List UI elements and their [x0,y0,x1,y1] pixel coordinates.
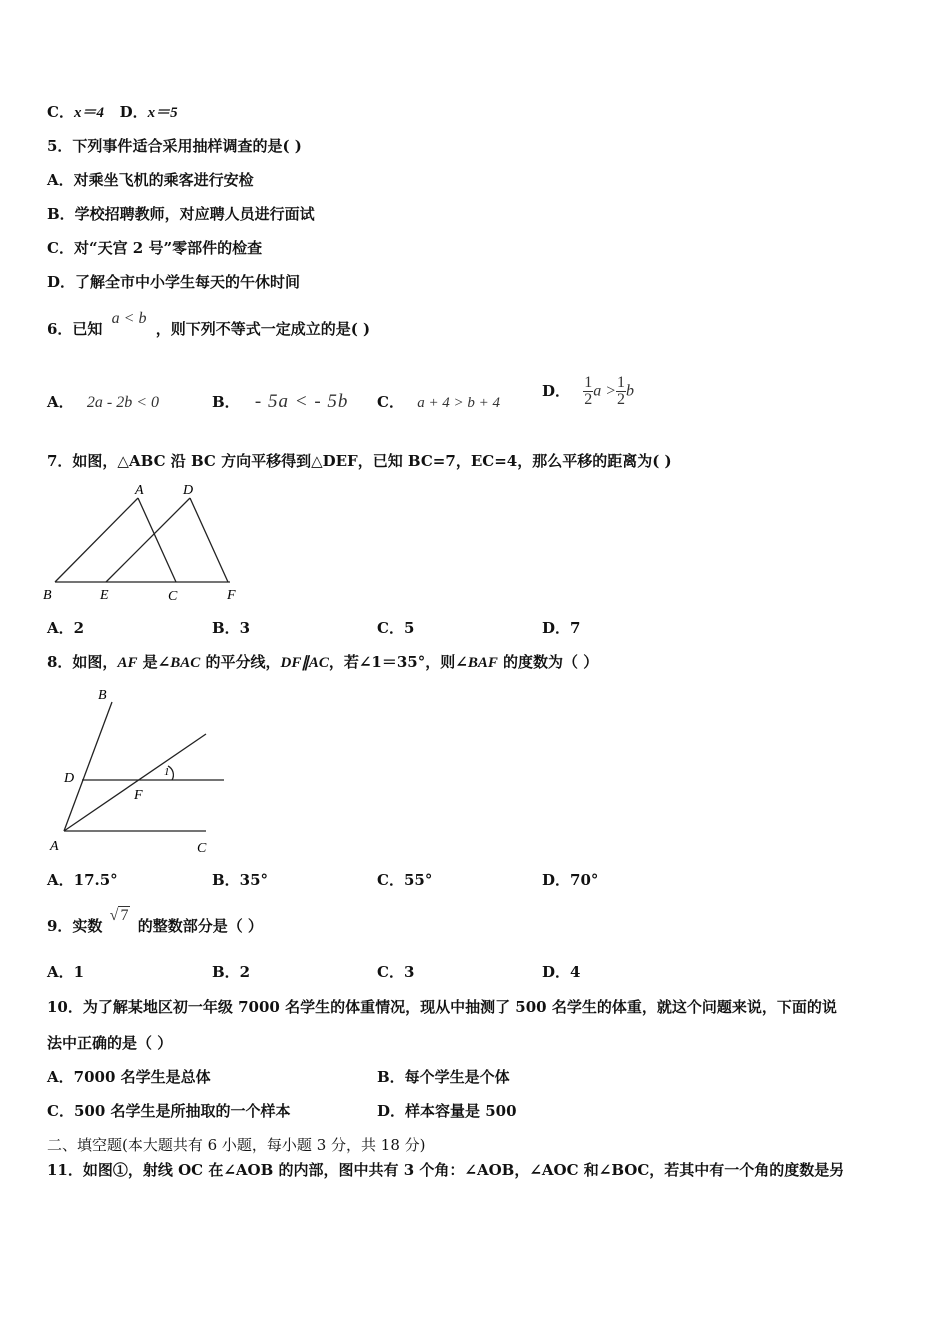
q4-options [47,102,178,123]
q5-stem: 5．下列事件适合采用抽样调查的是( ) [47,137,302,155]
q8-label-d: D [64,771,75,786]
q7-option-d: D．7 [542,619,581,637]
q10-stem-line2: 法中正确的是（ ） [47,1034,173,1052]
q7-label-f: F [227,588,236,603]
q8-stem-mid3: ，若∠1＝35°，则∠ [328,653,468,671]
q8-stem-pre: 8．如图， [47,653,118,671]
q9-radicand: 7 [120,907,129,924]
q9-stem [47,907,263,937]
q6-d-frac1-num: 1 [584,373,593,391]
q8-option-b: B．35° [212,871,269,889]
q7-label-e: E [100,588,109,603]
q8-label-b: B [98,688,107,703]
q8-stem-df-ac: DF∥AC [280,655,329,671]
q9-stem-post: 的整数部分是（ ） [137,917,263,935]
q8-option-c: C．55° [377,871,433,889]
q6-d-frac2-num: 1 [617,373,626,391]
q9-option-d: D．4 [542,963,581,981]
q6-option-c-value: a + 4 > b + 4 [417,395,501,411]
q6-stem-pre: 6．已知 [47,320,103,338]
q6-option-a-value: 2a - 2b < 0 [86,394,159,411]
q8-ray-af [64,734,206,831]
q8-ray-ab [64,702,112,831]
q10-option-c: C．500 名学生是所抽取的一个样本 [47,1102,291,1120]
q6-option-d-value [583,373,635,408]
q7-label-c: C [168,589,178,604]
q8-figure [40,684,240,858]
section-2-title: 二、填空题(本大题共有 6 小题，每小题 3 分，共 18 分) [47,1136,426,1154]
q6-d-frac1-den: 2 [584,390,593,408]
q8-stem-af: AF [117,655,138,671]
q7-option-c: C．5 [377,619,415,637]
q7-line-de [106,498,190,582]
q6-option-a [47,392,159,413]
q6-option-b-value: - 5a < - 5b [254,391,349,412]
q9-sqrt7: √ 7 [109,907,129,924]
q7-line-ac [138,498,176,582]
q8-stem-baf: BAF [467,655,498,671]
q8-label-c: C [197,841,207,856]
q7-stem: 7．如图，△ABC 沿 BC 方向平移得到△DEF，已知 BC=7，EC=4，那么平移的距离为( ) [47,452,672,470]
q7-label-a: A [135,483,144,498]
q7-label-d: D [183,483,194,498]
q5-option-b: B．学校招聘教师，对应聘人员进行面试 [47,205,315,223]
q10-option-a: A．7000 名学生是总体 [47,1068,211,1086]
q4-option-d-label: D． [119,103,148,121]
q6-option-c-label: C． [377,393,404,411]
q6-stem-post: ，则下列不等式一定成立的是( ) [155,320,371,338]
q8-label-f: F [134,788,143,803]
q4-option-c-value: x＝4 [73,105,104,121]
q7-label-b: B [43,588,52,603]
q5-option-c: C．对“天宫 2 号”零部件的检查 [47,239,263,257]
q4-option-c-label: C． [47,103,74,121]
q7-line-df [190,498,228,582]
q10-stem-line1: 10．为了解某地区初一年级 7000 名学生的体重情况，现从中抽测了 500 名学生的体重，就这个问题来说，下面的说 [47,998,837,1016]
q6-option-d [542,370,634,411]
q4-option-d-value: x＝5 [147,105,178,121]
q6-option-c [377,392,500,413]
q7-figure [40,482,250,604]
q6-d-frac2-den: 2 [617,390,626,408]
q6-stem [47,310,371,340]
q6-d-b: b [626,382,635,400]
q6-option-d-label: D． [542,382,571,400]
q8-label-a: A [50,839,59,854]
q5-option-a: A．对乘坐飞机的乘客进行安检 [47,171,254,189]
q11-stem: 11．如图①，射线 OC 在∠AOB 的内部，图中共有 3 个角：∠AOB，∠AOC 和∠BOC，若其中有一个角的度数是另 [47,1161,845,1179]
q10-option-d: D．样本容量是 500 [377,1102,517,1120]
q6-condition: a < b [111,310,147,327]
q8-label-1: 1 [164,766,170,778]
q8-stem-bac: BAC [170,655,201,671]
q5-option-d: D．了解全市中小学生每天的午休时间 [47,273,301,291]
q8-option-a: A．17.5° [47,871,118,889]
q7-option-a: A．2 [47,619,85,637]
q7-option-b: B．3 [212,619,251,637]
q8-stem-mid1: 是∠ [137,653,171,671]
q8-stem-mid2: 的平分线， [200,653,281,671]
q9-stem-pre: 9．实数 [47,917,103,935]
q8-option-d: D．70° [542,871,599,889]
q6-d-a: a > [593,382,617,400]
q6-option-b [212,392,348,412]
q9-option-a: A．1 [47,963,85,981]
q9-option-b: B．2 [212,963,251,981]
q8-stem [47,652,598,673]
q7-line-ab [55,498,138,582]
q10-option-b: B．每个学生是个体 [377,1068,510,1086]
q9-option-c: C．3 [377,963,415,981]
q8-stem-post: 的度数为（ ） [497,653,599,671]
q6-option-b-label: B． [212,393,240,411]
q6-option-a-label: A． [47,393,74,411]
